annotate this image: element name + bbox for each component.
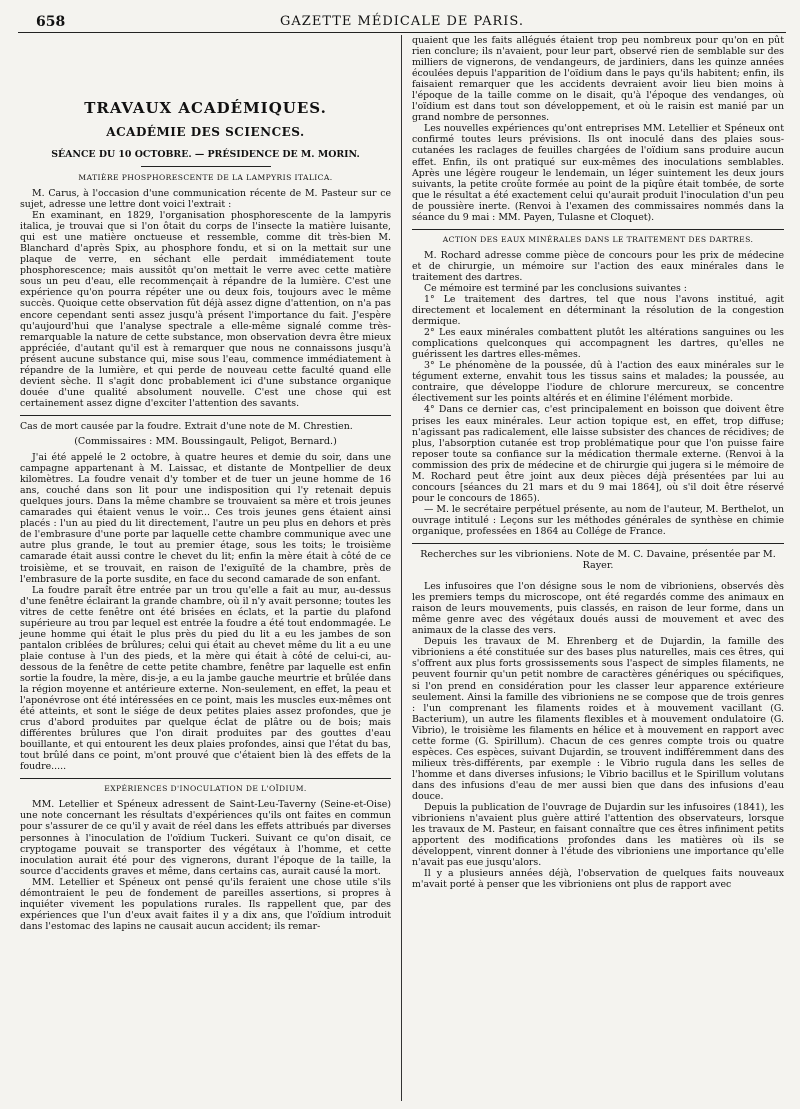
paragraph: Depuis la publication de l'ouvrage de Dujardin sur les infusoires (1841), les vibrioniens n'avaient plus guère attiré l'attention des observateurs, lorsque les travaux de M. Pasteur, en faisant connaître que ces êtres infiniment petits apportent des modifications profondes dans les matières où ils se développent, vinrent donner à l'étude des vibrioniens une importance qu'elle n'avait pas eue jusqu'alors. bbox=[412, 802, 784, 869]
paragraph: MM. Letellier et Spéneux ont pensé qu'ils feraient une chose utile s'ils démontraient le peu de fondement de pareilles assertions, si propres à inquiéter vivement les populations rurales. Ils rappellent que, par des expériences que l'un d'eux avait faites il y a dix ans, que l'oïdium introduit dans l'estomac des lapins ne causait aucun accident; ils remar- bbox=[20, 876, 391, 932]
paragraph: 4° Dans ce dernier cas, c'est principalement en boisson que doivent être prises les eaux minérales. Leur action topique est, en effet, trop diffuse; n'agissant pas radicalement, elle laisse subsister des chances de récidives; de plus, l'absorption cutanée est trop problématique pour que l'on puisse faire reposer toute sa confiance sur la médication thermale externe. (Renvoi à la commission des prix de médecine et de chirurgie qui jugera si le mémoire de M. Rochard peut être joint aux deux pièces déjà présentées par lui au concours [séances du 21 mars et du 9 mai 1864], où s'il doit être réservé pour le concours de 1865). bbox=[412, 404, 784, 504]
article-divider bbox=[20, 778, 391, 779]
left-column bbox=[18, 35, 402, 1101]
commission-line: (Commissaires : MM. Boussingault, Peligot, Bernard.) bbox=[74, 435, 337, 447]
article-divider bbox=[20, 415, 391, 416]
paragraph: Les infusoires que l'on désigne sous le nom de vibrioniens, observés dès les premiers temps du microscope, ont été regardés comme des animaux en raison de leurs mouvements, puis classés, en raison de leur forme, dans un même genre avec des végétaux doués aussi de mouvement et avec des animaux de la classe des vers. bbox=[412, 581, 784, 637]
newspaper-page bbox=[18, 10, 786, 1102]
article-title-foudre: Cas de mort causée par la foudre. Extrait d'une note de M. Chrestien. bbox=[20, 420, 353, 432]
paragraph: En examinant, en 1829, l'organisation phosphorescente de la lampyris italica, je trouvai que si l'on ôtait du corps de l'insecte la matière luisante, qui est une matière onctueuse et ressemble, comme dit très-bien M. Blanchard d'après Spix, au phosphore fondu, et si on la mettait sur une plaque de verre, en séchant elle perdait immédiatement toute phosphorescence; mais aussitôt qu'on mettait le verre avec cette matière sous un peu d'eau, elle recommençait à répandre de la lumière. C'est une expérience qu'on pourra répéter une ou deux fois, toujours avec le même succès. Quoique cette observation fût déjà assez digne d'attention, on n'a pas encore cependant senti assez jusqu'à présent l'importance du fait. J'espère qu'aujourd'hui que l'analyse spectrale a elle-même signalé comme très-remarquable la nature de cette substance, mon observation devra être mieux appréciée, d'autant qu'il est à remarquer que nous ne connaissons jusqu'à présent aucune substance qui, mise sous l'eau, commence immédiatement à répandre de la lumière, et qui perde de nouveau cette faculté quand elle devient sèche. Il s'agit donc probablement ici d'une substance organique douée d'une qualité absolument nouvelle. C'est une chose qui est certainement assez digne d'exciter l'attention des savants. bbox=[20, 210, 391, 409]
paragraph: Depuis les travaux de M. Ehrenberg et de Dujardin, la famille des vibrioniens a été constituée sur des bases plus naturelles, mais ces êtres, qui s'offrent aux plus forts grossissements sous l'aspect de simples filaments, ne peuvent fournir qu'un petit nombre de caractères génériques ou spécifiques, si l'on prend en considération pour les classer leur apparence extérieure seulement. Ainsi la famille des vibrioniens ne se compose que de trois genres : l'un comprenant les filaments roides et à mouvement vacillant (G. Bacterium), un autre les filaments flexibles et à mouvement ondulatoire (G. Vibrio), le troisième les filaments en hélice et à mouvement en rapport avec cette forme (G. Spirillum). Chacun de ces genres compte trois ou quatre espèces. Ces espèces, suivant Dujardin, se trouvent indifféremment dans des milieux très-différents, par exemple : le Vibrio rugula dans les selles de l'homme et dans diverses infusions; le Vibrio bacillus et le Spirillum volutans dans des infusions d'eau de mer aussi bien que dans des infusions d'eau douce. bbox=[412, 636, 784, 802]
paragraph: Ce mémoire est terminé par les conclusions suivantes : bbox=[424, 282, 687, 294]
paragraph: M. Rochard adresse comme pièce de concours pour les prix de médecine et de chirurgie, un mémoire sur l'action des eaux minérales dans le traitement des dartres. bbox=[412, 249, 784, 283]
section-subtitle: ACADÉMIE DES SCIENCES. bbox=[106, 125, 305, 139]
page-number: 658 bbox=[36, 14, 66, 30]
right-column bbox=[402, 35, 786, 1101]
section-title: TRAVAUX ACADÉMIQUES. bbox=[84, 99, 327, 117]
paragraph: 1° Le traitement des dartres, tel que nous l'avons institué, agit directement et localement en déterminant la résolution de la congestion dermique. bbox=[412, 293, 784, 328]
article-divider bbox=[412, 229, 784, 230]
paragraph: MM. Letellier et Spéneux adressent de Saint-Leu-Taverny (Seine-et-Oise) une note concernant les résultats d'expériences qu'ils ont faites en commun pour s'assurer de ce qu'il y avait de réel dans les effets attribués par diverses personnes à l'inoculation de l'oïdium Tuckeri. Suivant ce qu'on disait, ce cryptogame pouvait se transporter des végétaux à l'homme, et cette inoculation aurait été pour des vignerons, durant l'époque de la taille, la source d'accidents graves et même, dans certains cas, aurait causé la mort. bbox=[20, 799, 391, 877]
paragraph: — M. le secrétaire perpétuel présente, au nom de l'auteur, M. Berthelot, un ouvrage intitulé : Leçons sur les méthodes générales de synthèse en chimie organique, professées en 1864 au Collége de France. bbox=[412, 503, 784, 537]
paragraph: 3° Le phénomène de la poussée, dû à l'action des eaux minérales sur le tégument externe, envahit tous les tissus sains et malades; la poussée, au contraire, que développe l'iodure de chlorure mercureux, se concentre électivement sur les points altérés et en élimine l'élément morbide. bbox=[412, 360, 784, 405]
running-title: GAZETTE MÉDICALE DE PARIS. bbox=[280, 14, 524, 29]
article-title-eaux-minerales: ACTION DES EAUX MINÉRALES DANS LE TRAITEMENT DES DARTRES. bbox=[442, 234, 754, 244]
article-title-vibrioniens: Recherches sur les vibrioniens. Note de M. C. Davaine, présentée par M. Rayer. bbox=[420, 549, 776, 572]
paragraph: Les nouvelles expériences qu'ont entreprises MM. Letellier et Spéneux ont confirmé toutes leurs prévisions. Ils ont inoculé dans des plaies sous-cutanées les raclages de feuilles chargées de l'oïdium sans produire aucun effet. Enfin, ils ont pratiqué sur eux-mêmes des inoculations semblables. Après une légère rougeur le lendemain, un léger suintement les deux jours suivants, la petite croûte formée au point de la piqûre était tombée, de sorte que le résultat a été exactement celui qu'aurait produit l'inoculation d'un peu de poussière inerte. (Renvoi à l'examen des commissaires nommés dans la séance du 9 mai : MM. Payen, Tulasne et Cloquet). bbox=[412, 123, 784, 223]
article-title-lampyris: MATIÈRE PHOSPHORESCENTE DE LA LAMPYRIS ITALICA. bbox=[78, 173, 333, 182]
seance-line: SÉANCE DU 10 OCTOBRE. — PRÉSIDENCE DE M. MORIN. bbox=[51, 149, 360, 160]
paragraph: 2° Les eaux minérales combattent plutôt les altérations sanguines ou les complications quelconques qui accompagnent les dartres, qu'elles ne guérissent les dartres elles-mêmes. bbox=[412, 327, 784, 361]
page-header bbox=[18, 10, 786, 33]
paragraph: La foudre paraît être entrée par un trou qu'elle a fait au mur, au-dessus d'une fenêtre éclairant la grande chambre, où il n'y avait personne; toutes les vitres de cette fenêtre ont été brisées en éclats, et la partie du plafond supérieure au trou par lequel est entrée la foudre a été tout endommagée. Le jeune homme qui était le plus près du pied du lit a eu les jambes de son pantalon criblées de brûlures; celui qui était au chevet même du lit a eu une plaie contuse à l'un des pieds, et la mère qui était à côté de celui-ci, au-dessous de la fenêtre de cette petite chambre, fenêtre par laquelle est enfin sortie la foudre, la mère, dis-je, a eu la jambe gauche meurtrie et brûlée dans la région moyenne et antérieure externe. Non-seulement, en effet, la peau et l'aponévrose ont été intéressées en ce point, mais les muscles eux-mêmes ont été atteints, et sont le siége de deux petites plaies assez profondes, que je crus d'abord produites par quelque éclat de plâtre ou de bois; mais différentes brûlures que l'on dirait produites par des gouttes d'eau bouillante, et qui entourent les deux plaies profondes, ainsi que l'état du bas, tout brûlé dans ce point, m'ont prouvé que c'étaient bien là des effets de la foudre..... bbox=[20, 584, 391, 773]
paragraph: M. Carus, à l'occasion d'une communication récente de M. Pasteur sur ce sujet, adresse une lettre dont voici l'extrait : bbox=[20, 188, 391, 211]
article-title-oidium: EXPÉRIENCES D'INOCULATION DE L'OÏDIUM. bbox=[104, 784, 307, 794]
separator bbox=[141, 166, 271, 167]
columns bbox=[18, 35, 786, 1101]
paragraph: J'ai été appelé le 2 octobre, à quatre heures et demie du soir, dans une campagne appartenant à M. Laissac, et distante de Montpellier de deux kilomètres. La foudre venait d'y tomber et de tuer un jeune homme de 16 ans, couché dans son lit pour une indisposition qui l'y retenait depuis quelques jours. Dans la même chambre se trouvaient sa mère et trois jeunes camarades qui étaient venus le voir... Ces trois jeunes gens étaient ainsi placés : l'un au pied du lit directement, l'autre un peu plus en dehors et près de l'embrasure d'une porte par laquelle cette chambre communique avec une autre plus grande, le tout au premier étage, sous les toits; le troisième camarade était aussi contre le chevet du lit; enfin la mère était à côté de ce troisième, et se trouvait, en raison de l'exiguïté de la chambre, près de l'embrasure de la porte susdite, en face du second camarade de son enfant. bbox=[20, 452, 391, 585]
article-divider bbox=[412, 543, 784, 544]
paragraph: Il y a plusieurs années déjà, l'observation de quelques faits nouveaux m'avait porté à penser que les vibrioniens ont plus de rapport avec bbox=[412, 868, 784, 891]
paragraph: quaient que les faits allégués étaient trop peu nombreux pour qu'on en pût rien conclure; ils n'avaient, pour leur part, observé rien de semblable sur des milliers de vignerons, de vendangeurs, de jardiniers, dans les quinze années écoulées depuis l'apparition de l'oïdium dans le pays qu'ils habitent; enfin, ils faisaient remarquer que les accidents devraient avoir lieu bien moins à l'époque de la taille comme on le disait, qu'à l'époque des vendanges, où l'oïdium est dans tout son développement, et où le raisin est manié par un grand nombre de personnes. bbox=[412, 35, 784, 124]
